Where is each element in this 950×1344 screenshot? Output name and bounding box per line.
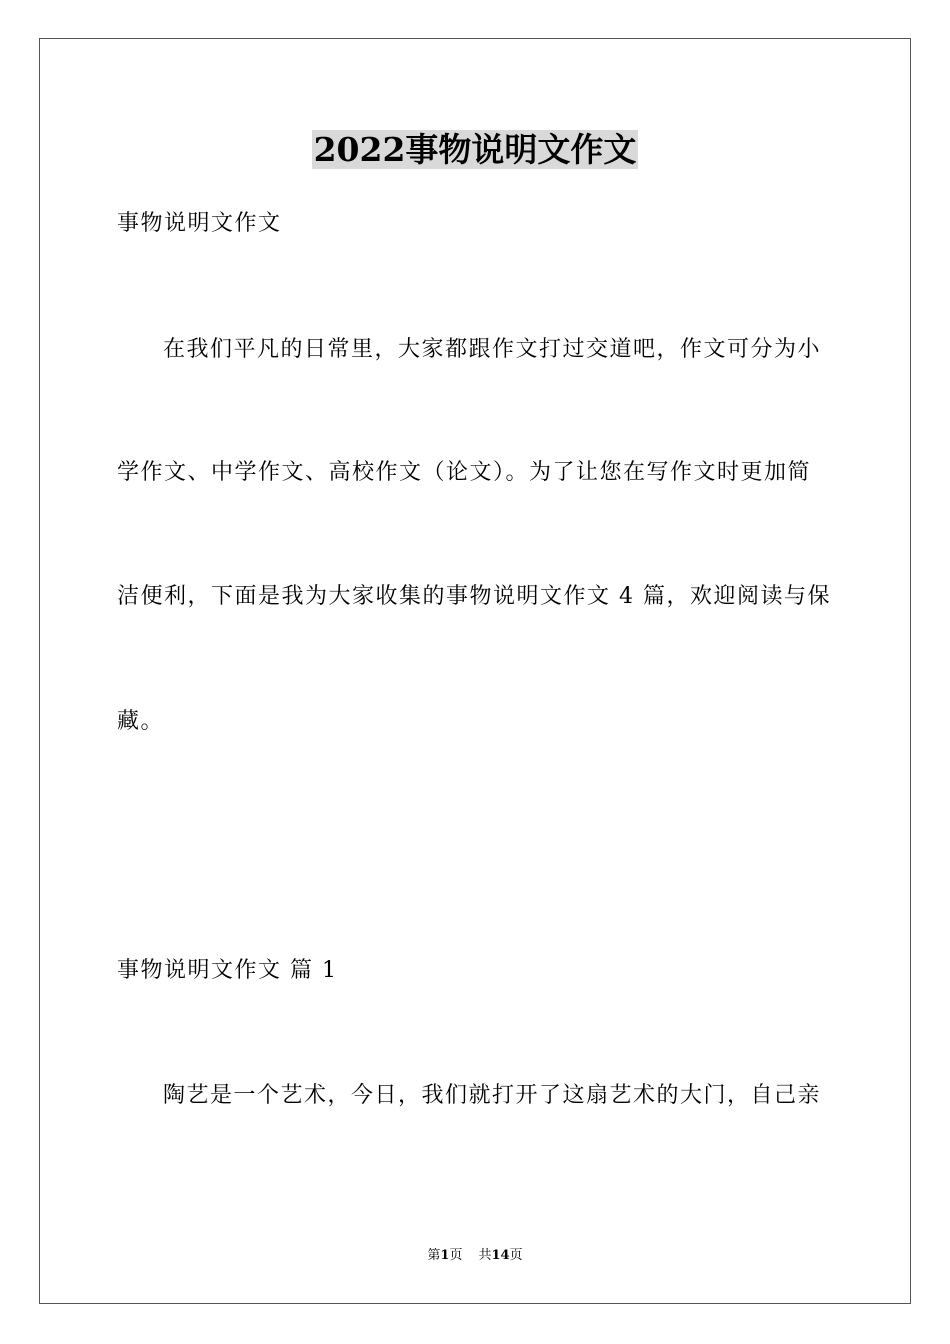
footer-page-suffix: 页	[449, 1248, 463, 1263]
section-heading: 事物说明文作文 篇 1	[117, 958, 338, 983]
intro-line-1: 在我们平凡的日常里，大家都跟作文打过交道吧，作文可分为小	[163, 337, 822, 362]
page-footer	[0, 1247, 950, 1265]
footer-total-pages: 14	[491, 1248, 510, 1263]
footer-total-suffix: 页	[509, 1248, 523, 1263]
document-title-text: 2022事物说明文作文	[313, 130, 637, 169]
footer-page-number: 1	[440, 1248, 450, 1263]
intro-line-3: 洁便利，下面是我为大家收集的事物说明文作文 4 篇，欢迎阅读与保	[117, 584, 831, 609]
footer-total-prefix: 共	[478, 1248, 492, 1263]
subtitle: 事物说明文作文	[117, 211, 282, 236]
footer-page-prefix: 第	[427, 1248, 441, 1263]
intro-line-2: 学作文、中学作文、高校作文（论文）。为了让您在写作文时更加简	[117, 460, 812, 485]
intro-line-4: 藏。	[117, 709, 165, 734]
section-paragraph-line: 陶艺是一个艺术，今日，我们就打开了这扇艺术的大门，自己亲	[163, 1083, 822, 1108]
document-title	[0, 128, 950, 172]
